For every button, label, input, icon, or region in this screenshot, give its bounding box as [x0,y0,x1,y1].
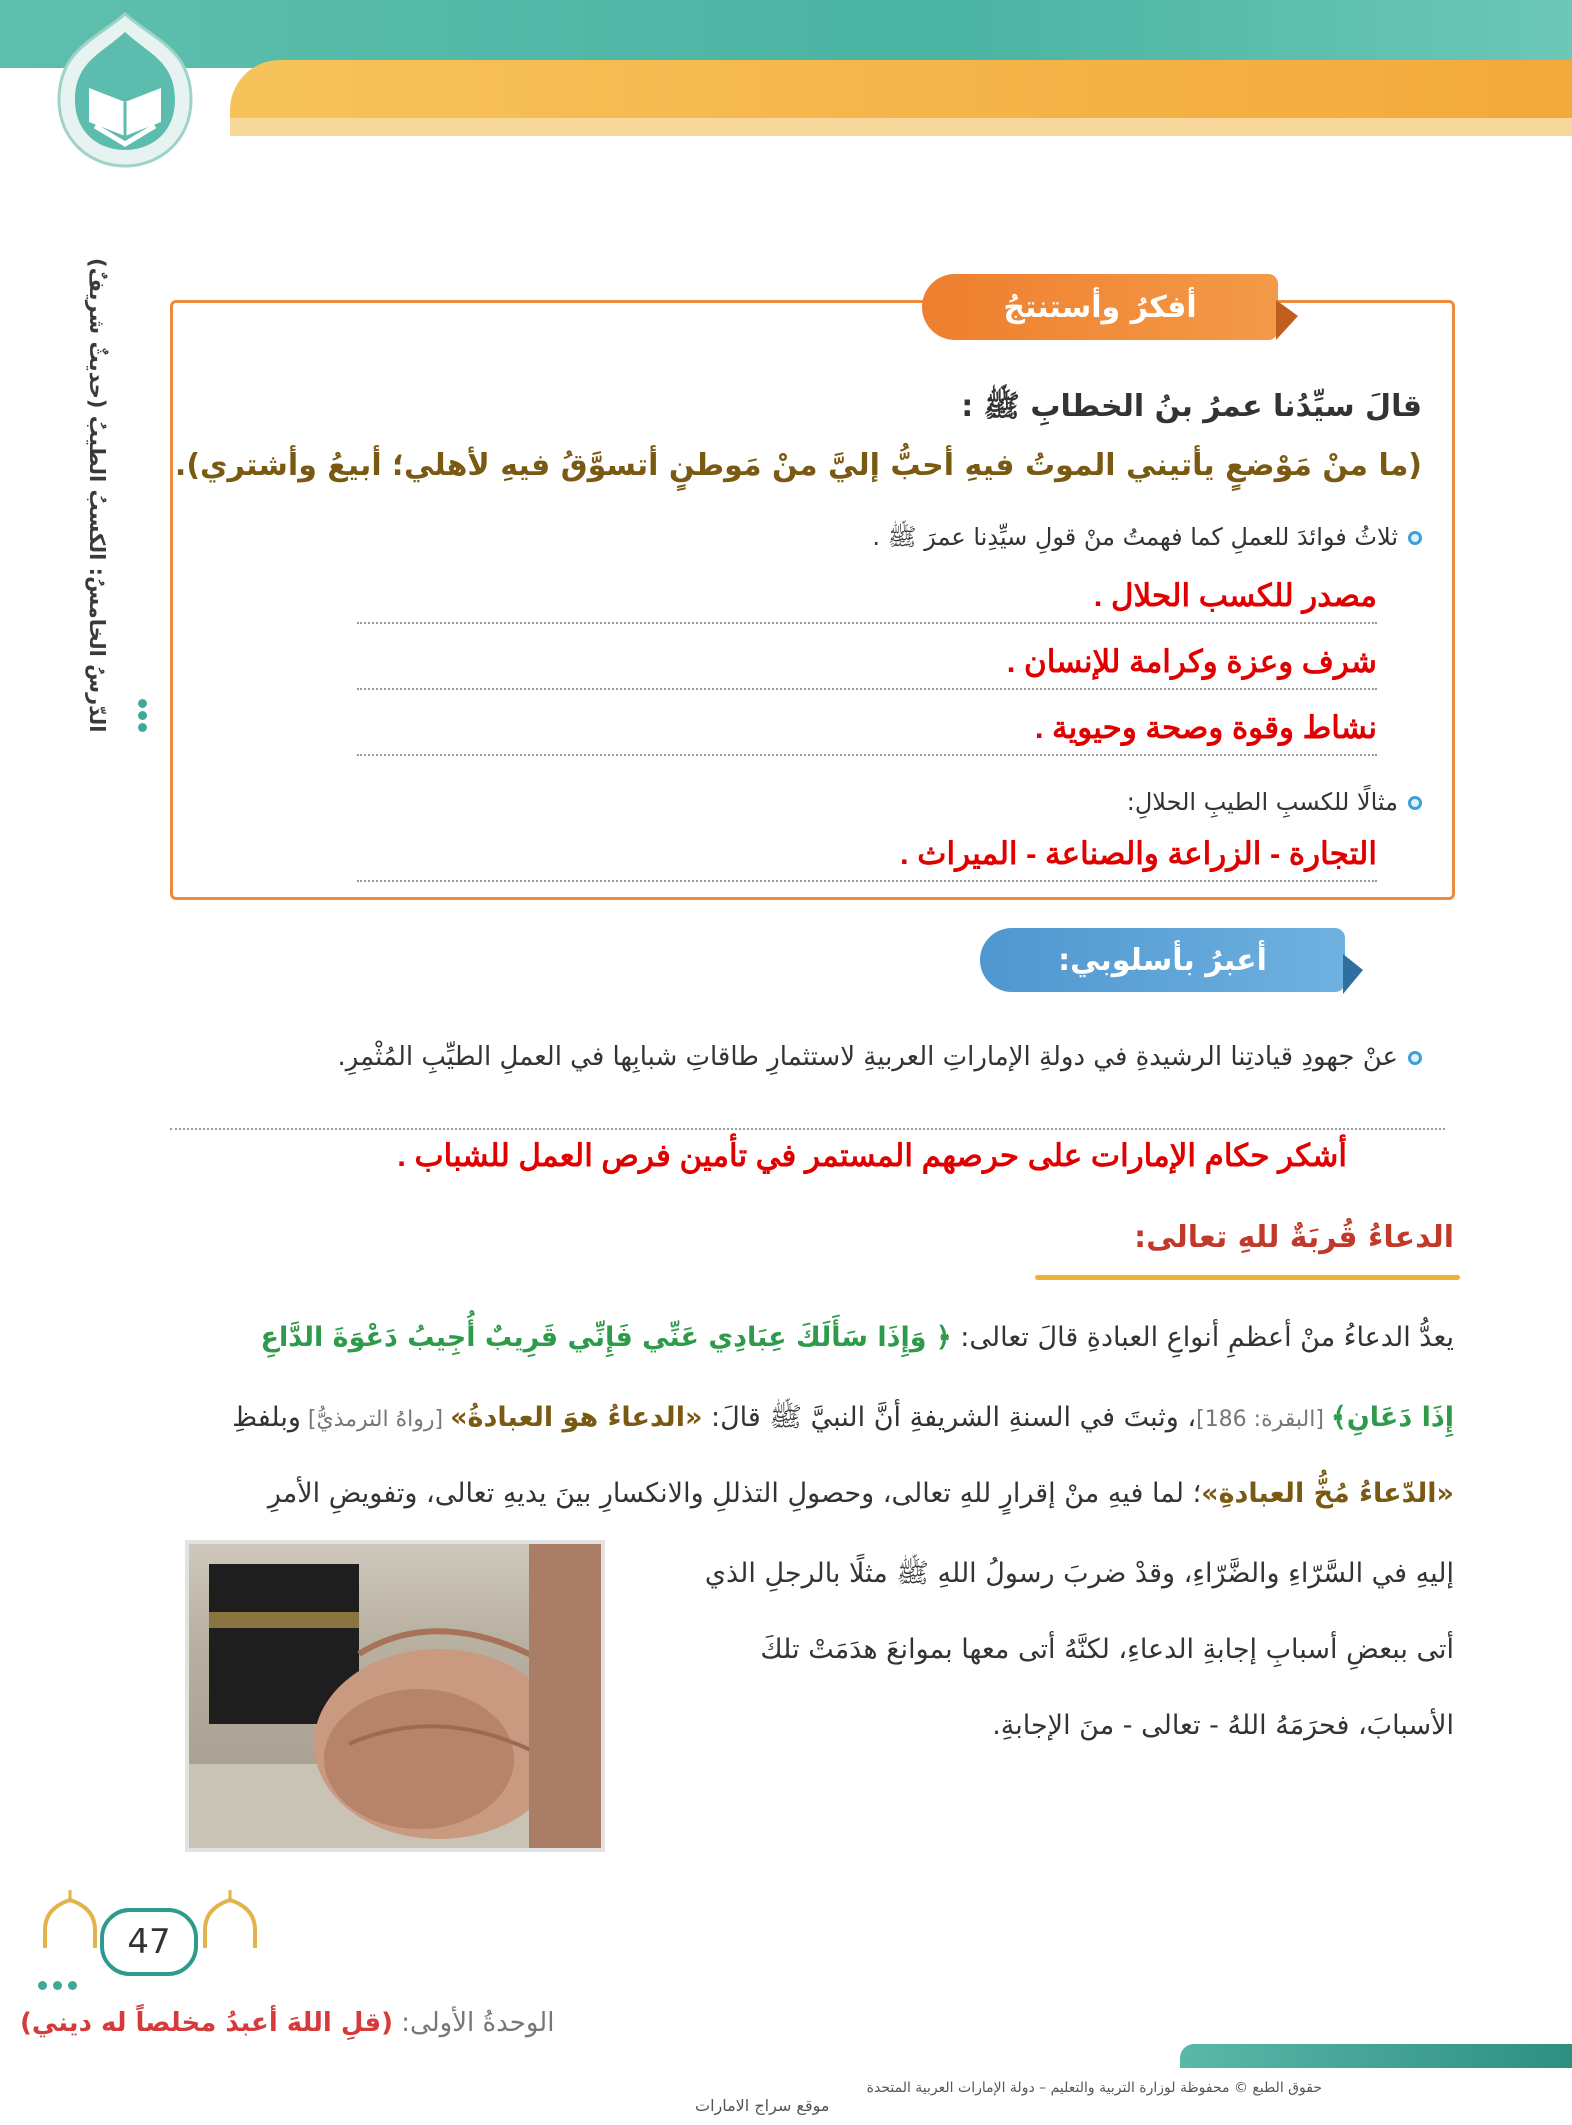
hadith-text: «الدعاءُ هوَ العبادةُ» [450,1402,703,1433]
express-tab: أعبرُ بأسلوبي: [980,928,1345,992]
dua-text: ، وثبتَ في السنةِ الشريفةِ أنَّ النبيَّ ﷺ قالَ: [702,1402,1197,1433]
site-name[interactable]: موقع سراج الامارات [695,2096,830,2115]
express-answer-field[interactable]: أشكر حكام الإمارات على حرصهم المستمر في تأمين فرص العمل للشباب . [397,1138,1347,1173]
answer-field-2[interactable]: شرف وعزة وكرامة للإنسان . [357,636,1377,690]
side-dots-decoration [135,696,150,735]
answer-field-1[interactable]: مصدر للكسب الحلال . [357,570,1377,624]
dua-paragraph-line-1 [261,1322,1454,1353]
hadith-reference: [رواهُ الترمذيُّ] [300,1407,451,1432]
dua-section-title: الدعاءُ قُربَةٌ للهِ تعالى: [1134,1220,1454,1255]
footer-teal-band [1180,2044,1572,2068]
bullet-icon [1408,531,1422,545]
footer-dots-decoration [35,1978,80,1997]
unit-title-line [20,2008,554,2038]
quran-verse: إِذَا دَعَانِ﴾ [1330,1402,1454,1433]
dua-title-underline [1035,1275,1460,1280]
unit-title: (قلِ اللهَ أعبدُ مخلصاً له ديني) [20,2008,394,2038]
quran-book-logo-icon [55,10,195,170]
question-benefits [872,522,1422,557]
dua-paragraph-line-2 [232,1400,1454,1440]
express-question [337,1042,1422,1072]
question-benefits-text: ثلاثُ فوائدَ للعملِ كما فهمتُ منْ قولِ سيِّدِنا عمرَ ﷺ . [872,523,1398,551]
dua-paragraph-line-4: إليهِ في السَّرّاءِ والضَّرّاءِ، وقدْ ضربَ رسولُ اللهِ ﷺ مثلًا بالرجلِ الذي [704,1558,1454,1589]
express-question-text: عنْ جهودِ قيادتِنا الرشيدةِ في دولةِ الإماراتِ العربيةِ لاستثمارِ طاقاتِ شبابِها في العملِ الطيِّبِ المُثْمِرِ. [337,1042,1398,1072]
answer-field-3[interactable]: نشاط وقوة وصحة وحيوية . [357,702,1377,756]
header-teal-band [0,0,1572,68]
header-orange-band [230,60,1572,118]
question-example-text: مثالًا للكسبِ الطيبِ الحلالِ: [1126,788,1398,816]
lesson-side-title: الدّرسُ الخامسُ: الكسبُ الطيبُ (حديثٌ شريفٌ) [85,258,109,733]
dua-paragraph-line-3 [268,1478,1454,1509]
bullet-icon [1408,796,1422,810]
bullet-icon [1408,1051,1422,1065]
dua-paragraph-line-6: الأسبابَ، فحرَمَهُ اللهُ - تعالى - منَ الإجابةِ. [992,1710,1454,1741]
answer-field-example[interactable]: التجارة - الزراعة والصناعة - الميراث . [357,828,1377,882]
verse-reference: [البقرة: 186] [1196,1407,1331,1432]
dua-paragraph-line-5: أتى ببعضِ أسبابِ إجابةِ الدعاءِ، لكنَّهُ أتى معها بموانعَ هدَمَتْ تلكَ [760,1634,1454,1665]
quran-verse: ﴿ وَإِذَا سَأَلَكَ عِبَادِي عَنِّي فَإِنِّي قَرِيبٌ أُجِيبُ دَعْوَةَ الدَّاعِ [260,1322,952,1353]
dua-text: وبلفظِ [232,1402,301,1433]
arch-right-decoration [200,1890,260,1950]
copyright-notice: حقوق الطبع © محفوظة لوزارة التربية والتعليم – دولة الإمارات العربية المتحدة [866,2080,1322,2096]
hadith-text: «الدّعاءُ مُخُّ العبادةِ» [1201,1478,1454,1509]
praying-hands-illustration [189,1544,601,1848]
dua-text: يعدُّ الدعاءُ منْ أعظمِ أنواعِ العبادةِ قالَ تعالى: [951,1322,1454,1353]
question-example [1127,788,1422,816]
header-orange-band-shadow [230,118,1572,136]
page-number: 47 [100,1908,198,1976]
omar-quote: (ما منْ مَوْضعٍ يأتيني الموتُ فيهِ أحبُّ إليَّ منْ مَوطنٍ أتسوَّقُ فيهِ لأهلي؛ أبيعُ وأشتري). [174,448,1422,483]
unit-prefix: الوحدةُ الأولى: [393,2008,555,2038]
quote-intro: قالَ سيِّدُنا عمرُ بنُ الخطابِ ﷺ : [961,389,1422,424]
think-deduce-tab: أفكرُ وأستنتجُ [922,274,1278,340]
dua-text: ؛ لما فيهِ منْ إقرارٍ للهِ تعالى، وحصولِ التذللِ والانكسارِ بينَ يديهِ تعالى، وتفويضِ الأمرِ [267,1478,1202,1509]
praying-hands-kaaba-photo [185,1540,605,1852]
arch-left-decoration [40,1890,100,1950]
express-answer-line [170,1128,1445,1130]
